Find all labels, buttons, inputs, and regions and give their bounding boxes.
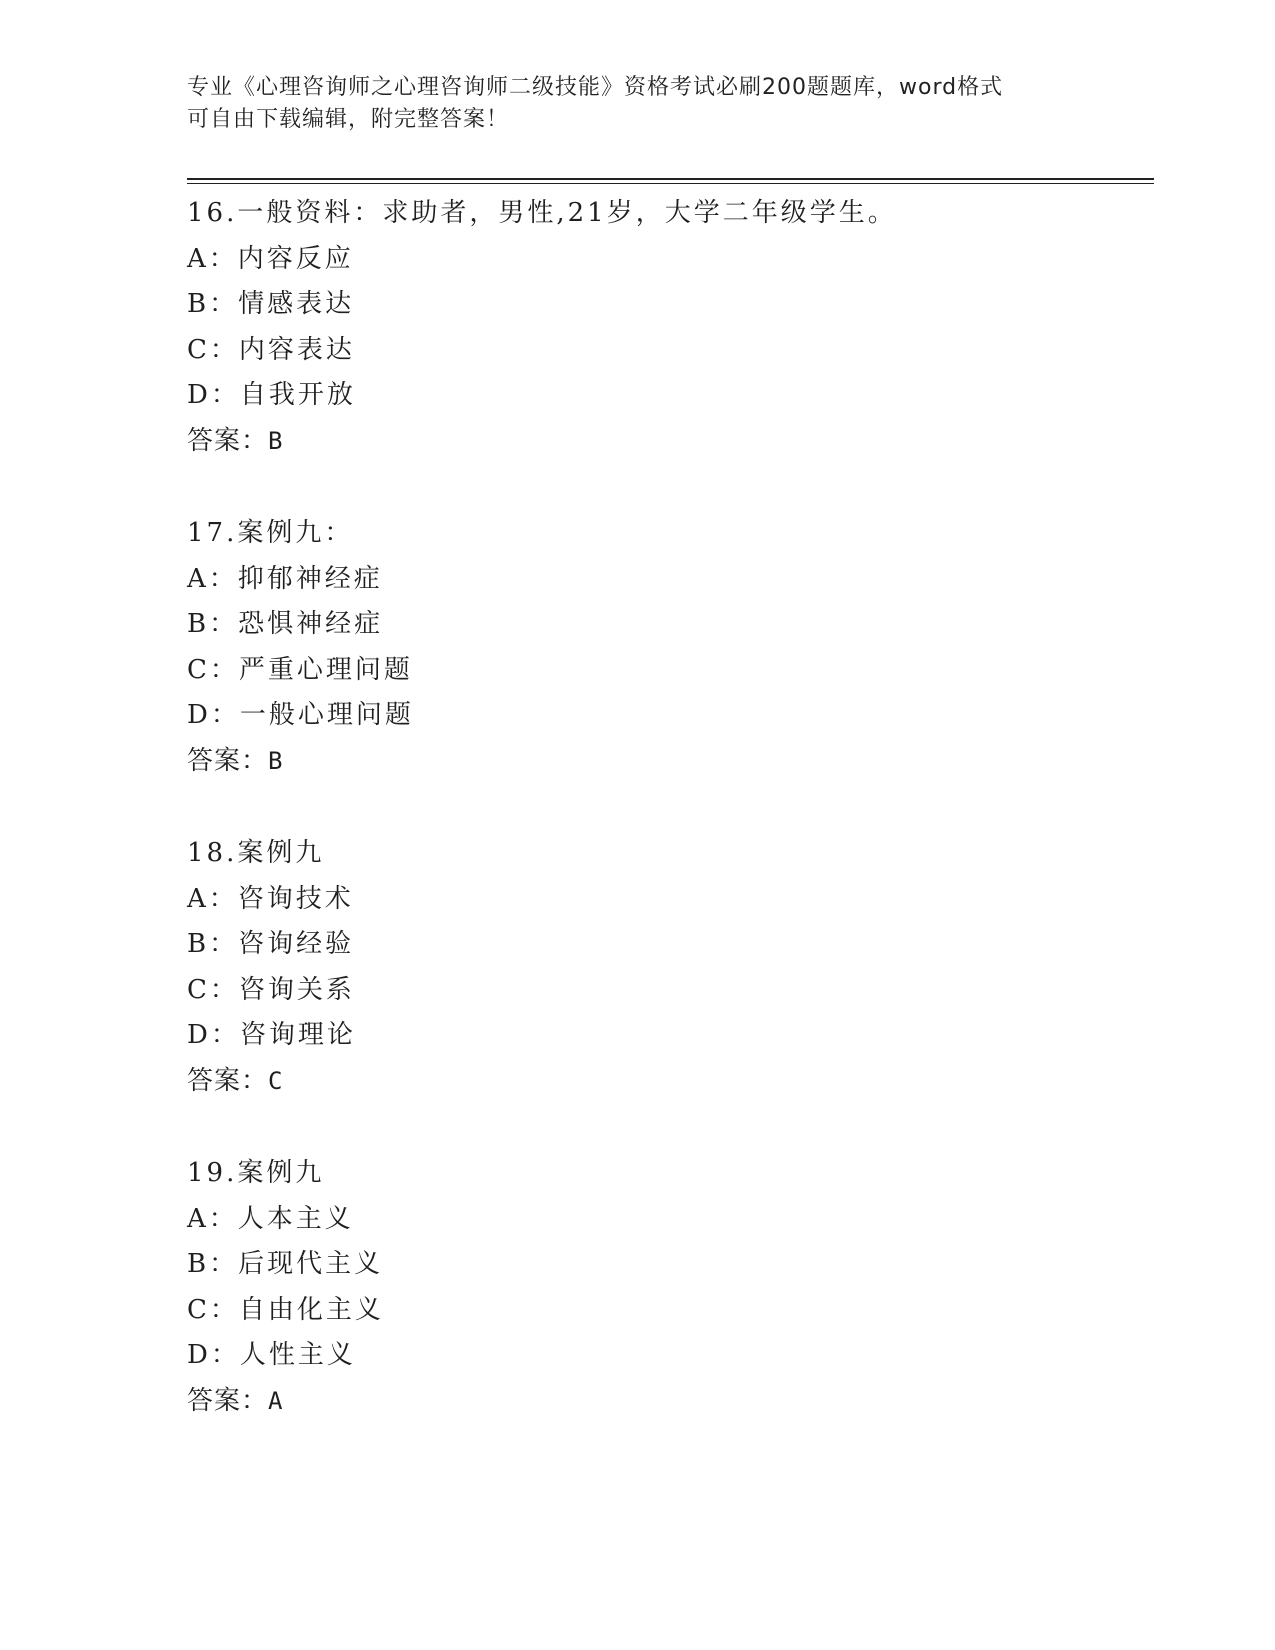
answer-line bbox=[187, 739, 1147, 785]
option-d: D：咨询理论 bbox=[187, 1020, 356, 1050]
answer-label: 答案： bbox=[187, 1385, 269, 1416]
option-a: A：人本主义 bbox=[187, 1203, 354, 1234]
answer-label: 答案： bbox=[187, 745, 269, 776]
option-b: B：情感表达 bbox=[187, 289, 355, 319]
option-c: C：自由化主义 bbox=[187, 1294, 384, 1325]
header-divider-thin bbox=[187, 183, 1154, 184]
header-divider-thick bbox=[187, 178, 1154, 180]
answer-line bbox=[187, 1059, 1147, 1105]
question-stem: 16.一般资料：求助者，男性,21岁，大学二年级学生。 bbox=[187, 198, 897, 228]
question-16 bbox=[187, 191, 1147, 511]
option-b: B：咨询经验 bbox=[187, 929, 355, 959]
answer-line bbox=[187, 419, 1147, 465]
answer-label: 答案： bbox=[187, 1065, 269, 1096]
option-b: B：恐惧神经症 bbox=[187, 609, 384, 639]
question-19 bbox=[187, 1151, 1147, 1471]
header-line-1: 专业《心理咨询师之心理咨询师二级技能》资格考试必刷200题题库，word格式 bbox=[187, 75, 1004, 100]
option-a: A：内容反应 bbox=[187, 243, 354, 274]
option-c: C：严重心理问题 bbox=[187, 654, 413, 685]
question-stem: 18.案例九 bbox=[187, 838, 325, 868]
answer-line bbox=[187, 1379, 1147, 1425]
document-header bbox=[187, 72, 1087, 136]
question-18 bbox=[187, 831, 1147, 1151]
answer-value: C bbox=[268, 1066, 284, 1095]
answer-label: 答案： bbox=[187, 425, 269, 456]
option-c: C：咨询关系 bbox=[187, 974, 355, 1005]
answer-value: B bbox=[268, 426, 284, 455]
question-17 bbox=[187, 511, 1147, 831]
option-b: B：后现代主义 bbox=[187, 1249, 384, 1279]
option-a: A：咨询技术 bbox=[187, 883, 354, 914]
option-c: C：内容表达 bbox=[187, 334, 355, 365]
answer-value: B bbox=[268, 746, 284, 775]
question-stem: 19.案例九 bbox=[187, 1158, 325, 1188]
option-d: D：一般心理问题 bbox=[187, 700, 414, 730]
question-list bbox=[187, 191, 1147, 1471]
option-d: D：自我开放 bbox=[187, 380, 356, 410]
option-a: A：抑郁神经症 bbox=[187, 563, 383, 594]
answer-value: A bbox=[268, 1386, 284, 1415]
question-stem: 17.案例九： bbox=[187, 518, 354, 548]
header-line-2: 可自由下载编辑，附完整答案！ bbox=[187, 107, 510, 132]
option-d: D：人性主义 bbox=[187, 1340, 356, 1370]
